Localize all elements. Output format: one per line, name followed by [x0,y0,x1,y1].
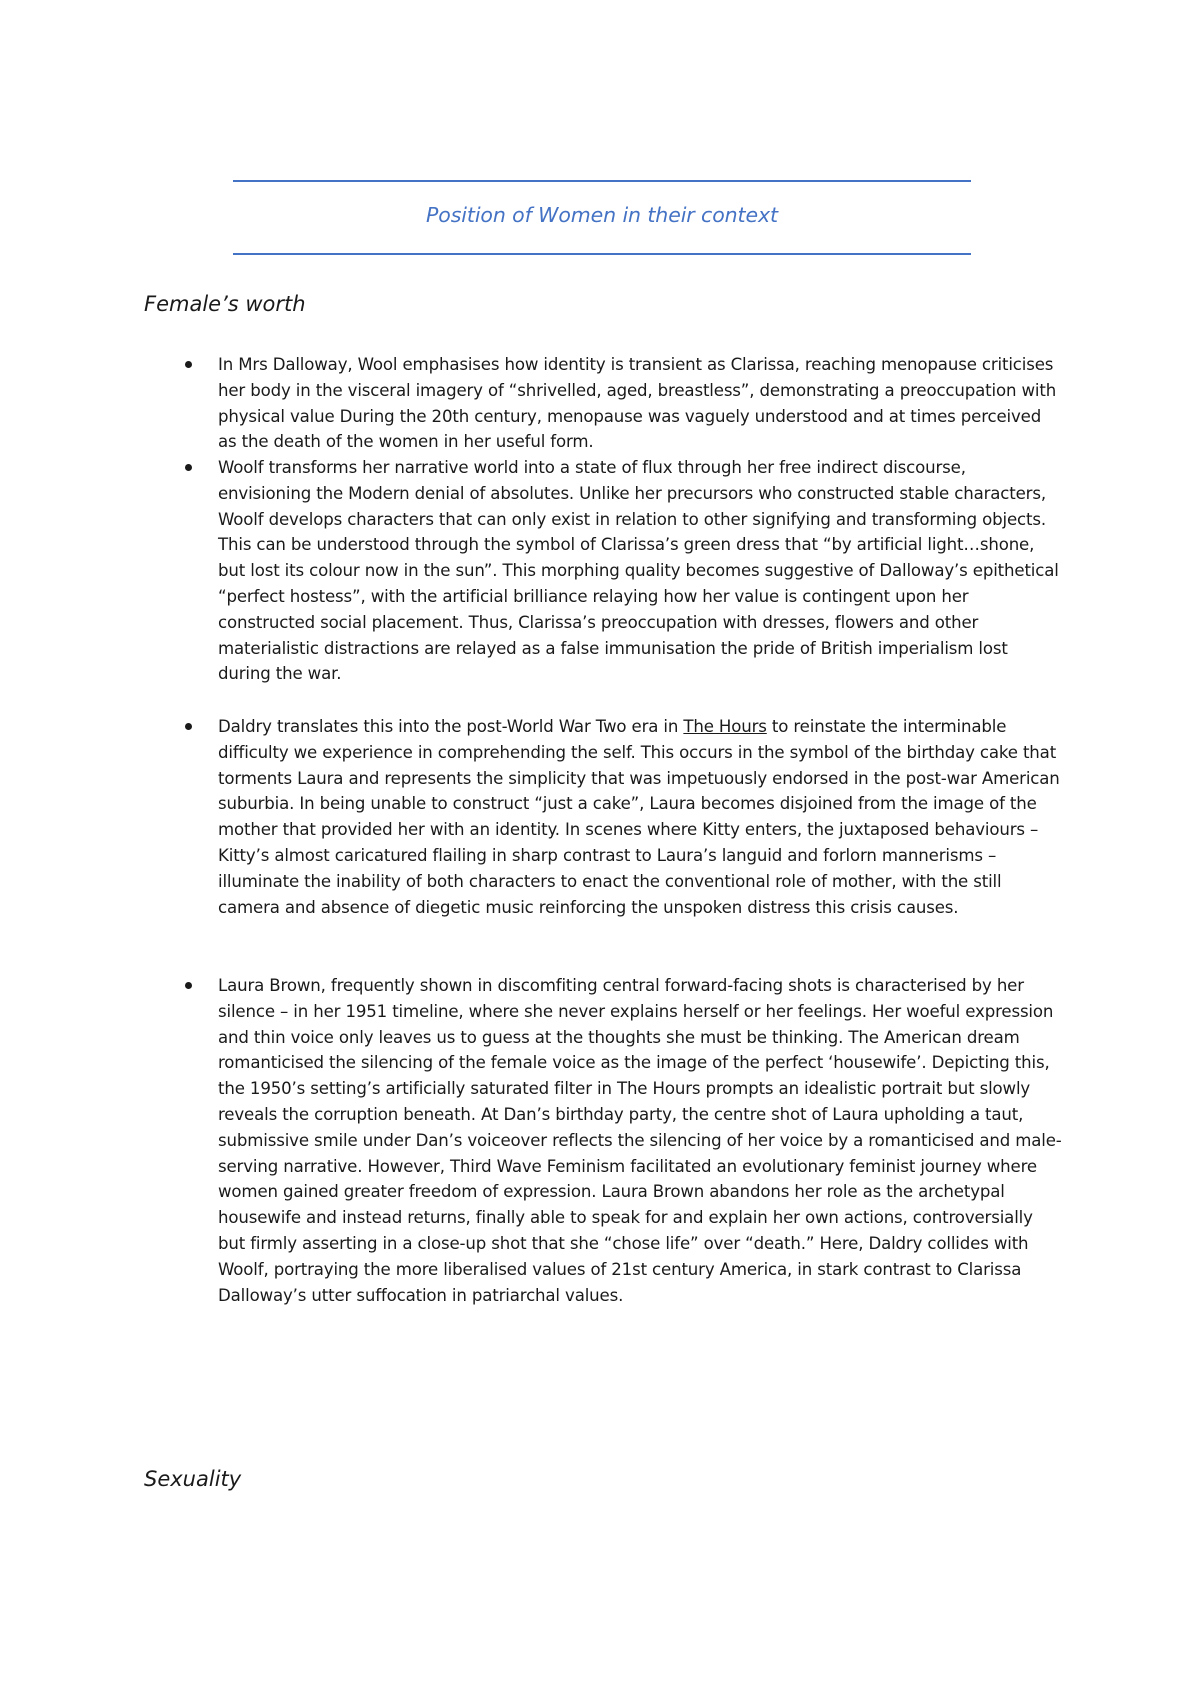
list-item [218,973,1063,1308]
bullet-icon [185,464,192,471]
bullet-text-end: to reinstate the interminable difficulty we experience in comprehending the self. This occurs in the symbol of the birthday cake that torments Laura and represents the simplicity that was impetuously endorsed in the post-war American suburbia. In being unable to construct “just a cake”, Laura becomes disjoined from the image of the mother that provided her with an identity. In scenes where Kitty enters, the juxtaposed behaviours – Kitty’s almost caricatured flailing in sharp contrast to Laura’s languid and forlorn mannerisms – illuminate the inability of both characters to enact the conventional role of mother, with the still camera and absence of diegetic music reinforcing the unspoken distress this crisis causes. [218,717,1060,917]
title-top-rule [233,180,971,182]
bullet-text-start: Daldry translates this into the post-World War Two era in [218,717,684,736]
document-title: Position of Women in their context [426,203,778,227]
film-title: The Hours [683,717,767,736]
list-item [218,714,1063,920]
bullet-text: Woolf transforms her narrative world into a state of flux through her free indirect discourse, envisioning the Modern denial of absolutes. Unlike her precursors who constructed stable characters, Woolf develops characters that can only exist in relation to other signifying and transforming objects. This can be understood through the symbol of Clarissa’s green dress that “by artificial light…shone, but lost its colour now in the sun”. This morphing quality becomes suggestive of Dalloway’s epithetical “perfect hostess”, with the artificial brilliance relaying how her value is contingent upon her constructed social placement. Thus, Clarissa’s preoccupation with dresses, flowers and other materialistic distractions are relayed as a false immunisation the pride of British imperialism lost during the war. [218,458,1059,684]
bullet-icon [185,723,192,730]
list-item [218,352,1063,455]
bullet-icon [185,982,192,989]
list-item [218,455,1063,687]
bullet-text: Laura Brown, frequently shown in discomfiting central forward-facing shots is characterised by her silence – in her 1951 timeline, where she never explains herself or her feelings. Her woeful expression and thin voice only leaves us to guess at the thoughts she must be thinking. The American dream romanticised the silencing of the female voice as the image of the perfect ‘housewife’. Depicting this, the 1950’s setting’s artificially saturated filter in The Hours prompts an idealistic portrait but slowly reveals the corruption beneath. At Dan’s birthday party, the centre shot of Laura upholding a taut, submissive smile under Dan’s voiceover reflects the silencing of her voice by a romanticised and male-serving narrative. However, Third Wave Feminism facilitated an evolutionary feminist journey where women gained greater freedom of expression. Laura Brown abandons her role as the archetypal housewife and instead returns, finally able to speak for and explain her own actions, controversially but firmly asserting in a close-up shot that she “chose life” over “death.” Here, Daldry collides with Woolf, portraying the more liberalised values of 21st century America, in stark contrast to Clarissa Dalloway’s utter suffocation in patriarchal values. [218,976,1062,1305]
title-bottom-rule [233,253,971,255]
bullet-text: In Mrs Dalloway, Wool emphasises how identity is transient as Clarissa, reaching menopause criticises her body in the visceral imagery of “shrivelled, aged, breastless”, demonstrating a preoccupation with physical value During the 20th century, menopause was vaguely understood and at times perceived as the death of the women in her useful form. [218,355,1057,452]
section-heading-females-worth: Female’s worth [144,292,306,316]
section-heading-sexuality: Sexuality [144,1467,242,1491]
bullet-icon [185,361,192,368]
